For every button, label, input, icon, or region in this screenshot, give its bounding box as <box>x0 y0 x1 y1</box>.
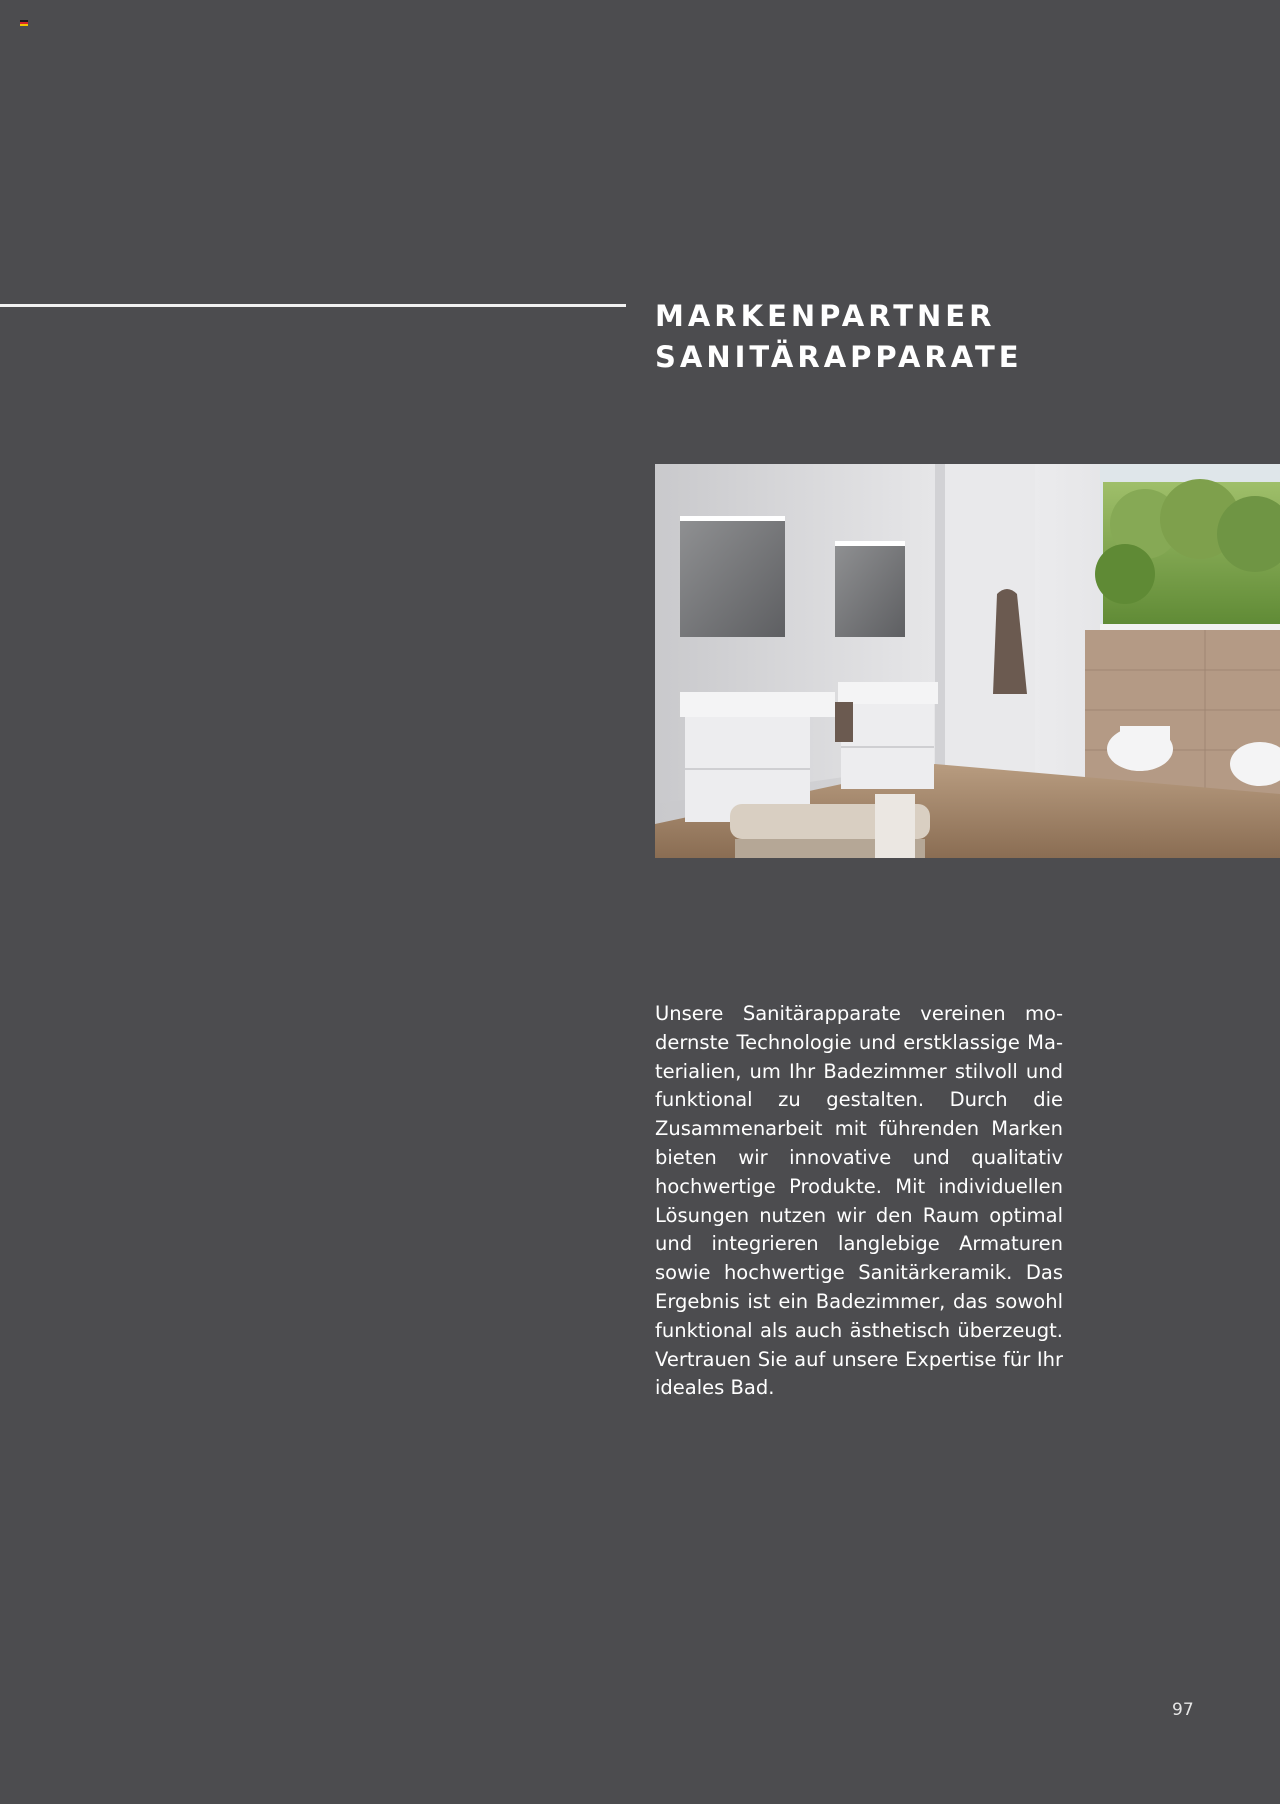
title-line-2: SANITÄRAPPARATE <box>655 340 1023 374</box>
page-number: 97 <box>1172 1700 1194 1720</box>
bathroom-photo <box>655 464 1280 858</box>
horizontal-divider <box>0 304 626 307</box>
page-title <box>655 296 1023 378</box>
title-line-1: MARKENPARTNER <box>655 299 996 333</box>
flag-icon <box>20 20 28 26</box>
body-paragraph: Unsere Sanitärapparate vereinen modernste Technologie und erstklassige Materialien, um Ihr Badezimmer stilvoll und funktional zu gestalten. Durch die Zusammenarbeit mit führenden Marken bieten wir innovative und qualitativ hochwertige Produkte. Mit individuellen Lösungen nutzen wir den Raum optimal und integrieren langlebige Armaturen sowie hochwertige Sanitärkeramik. Das Ergebnis ist ein Badezimmer, das sowohl funktional als auch ästhetisch überzeugt. Vertrauen Sie auf unsere Expertise für Ihr ideales Bad. <box>655 1002 1063 1400</box>
